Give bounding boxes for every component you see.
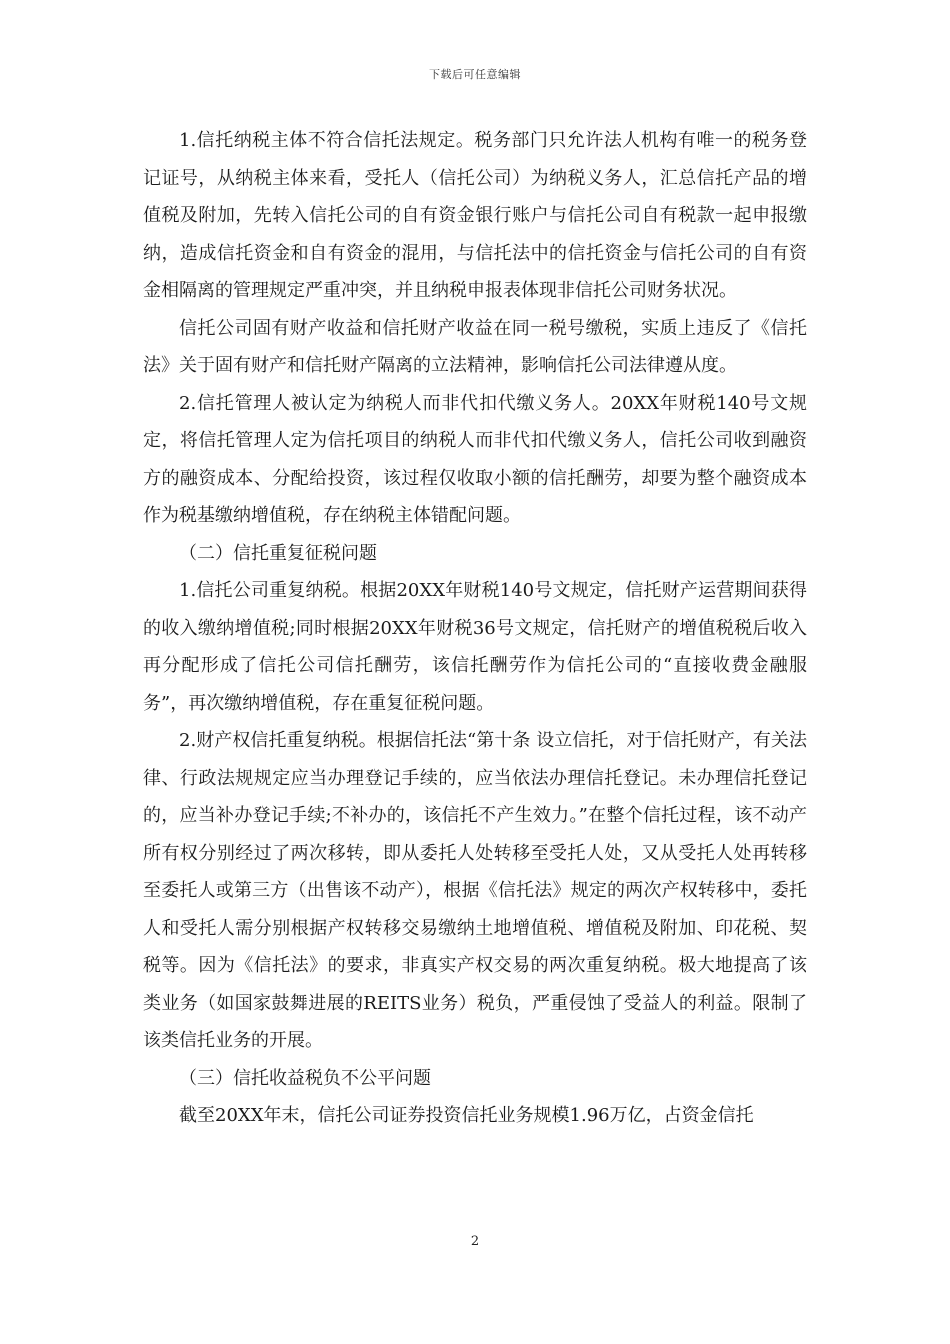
page-header: 下载后可任意编辑 — [429, 68, 521, 81]
document-body — [143, 122, 807, 1135]
paragraph-securities-scale: 截至20XX年末，信托公司证券投资信托业务规模1.96万亿，占资金信托 — [179, 1105, 754, 1126]
section-heading-unfair-burden: （三）信托收益税负不公平问题 — [179, 1067, 431, 1089]
section-heading-double-taxation: （二）信托重复征税问题 — [179, 542, 377, 564]
paragraph-property-isolation: 信托公司固有财产收益和信托财产收益在同一税号缴税，实质上违反了《信托法》关于固有财产和信托财产隔离的立法精神，影响信托公司法律遵从度。 — [143, 317, 807, 376]
page-number: 2 — [470, 1234, 480, 1249]
paragraph-company-double-tax: 1.信托公司重复纳税。根据20XX年财税140号文规定，信托财产运营期间获得的收入缴纳增值税;同时根据20XX年财税36号文规定，信托财产的增值税税后收入再分配形成了信托公司信托酬劳，该信托酬劳作为信托公司的“直接收费金融服务”，再次缴纳增值税，存在重复征税问题。 — [143, 580, 807, 714]
paragraph-property-trust-double-tax: 2.财产权信托重复纳税。根据信托法“第十条 设立信托，对于信托财产，有关法律、行政法规规定应当办理登记手续的，应当依法办理信托登记。未办理信托登记的，应当补办登记手续;不补办的，该信托不产生效力。”在整个信托过程，该不动产所有权分别经过了两次移转，即从委托人处转移至受托人处，又从受托人处再转移至委托人或第三方（出售该不动产），根据《信托法》规定的两次产权转移中，委托人和受托人需分别根据产权转移交易缴纳土地增值税、增值税及附加、印花税、契税等。因为《信托法》的要求，非真实产权交易的两次重复纳税。极大地提高了该类业务（如国家鼓舞进展的REITS业务）税负，严重侵蚀了受益人的利益。限制了该类信托业务的开展。 — [143, 730, 807, 1051]
paragraph-trust-manager: 2.信托管理人被认定为纳税人而非代扣代缴义务人。20XX年财税140号文规定，将信托管理人定为信托项目的纳税人而非代扣代缴义务人，信托公司收到融资方的融资成本、分配给投资，该过程仅收取小额的信托酬劳，却要为整个融资成本作为税基缴纳增值税，存在纳税主体错配问题。 — [143, 392, 807, 526]
paragraph-tax-subject: 1.信托纳税主体不符合信托法规定。税务部门只允许法人机构有唯一的税务登记证号，从纳税主体来看，受托人（信托公司）为纳税义务人，汇总信托产品的增值税及附加，先转入信托公司的自有资金银行账户与信托公司自有税款一起申报缴纳，造成信托资金和自有资金的混用，与信托法中的信托资金与信托公司的自有资金相隔离的管理规定严重冲突，并且纳税申报表体现非信托公司财务状况。 — [143, 130, 807, 301]
